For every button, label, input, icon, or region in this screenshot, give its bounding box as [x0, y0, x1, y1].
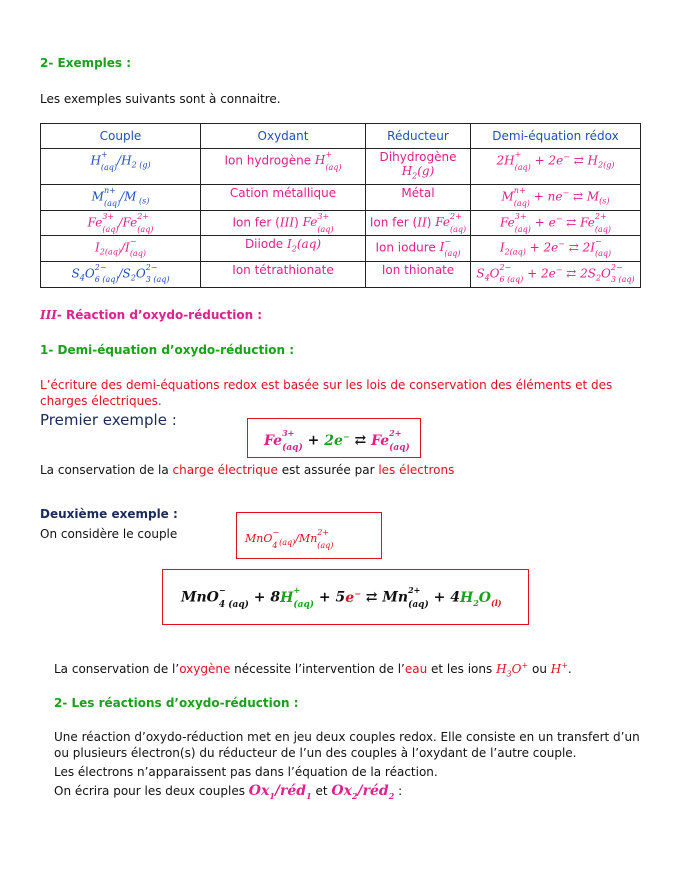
- two-couples-text: On écrira pour les deux couples $Ox_1/réd_1$ et $Ox_2/réd_2$ :: [54, 783, 403, 801]
- header-oxydant: Oxydant: [201, 124, 366, 149]
- half-equation-cell: $I_{2(aq)} + 2e^-$ ⇄ 2I− (aq): [471, 235, 641, 261]
- first-example-label: Premier exemple :: [40, 411, 177, 429]
- table-row: [41, 261, 641, 287]
- charge-conservation-text: La conservation de la charge électrique est assurée par les électrons: [40, 463, 455, 477]
- permanganate-couple: MnO− 4 $_{(aq)}/Mn^{2+}$ (aq): [245, 528, 334, 550]
- couple-cell: $S_4O^{2-}$ 6 $(aq)/S_2O^{2-}$ 3 (aq): [41, 261, 201, 287]
- iron-half-equation: $Fe^{3+}$ (aq) + 2e− ⇄ $Fe^{2+}$ (aq): [264, 428, 410, 453]
- couple-cell: H+ $(aq)/H_{2 (g)}$: [41, 149, 201, 185]
- oxygen-conservation-text: La conservation de l’oxygène nécessite l’intervention de l’eau et les ions $H_3O^+$ ou H+.: [54, 661, 572, 679]
- permanganate-couple-box: [236, 512, 382, 559]
- table-row: [41, 211, 641, 236]
- header-demi-equation: Demi-équation rédox: [471, 124, 641, 149]
- redox-couples-table: [40, 123, 641, 288]
- conservation-laws-text: L’écriture des demi-équations redox est basée sur les lois de conservation des éléments et des charges électriques.: [40, 378, 613, 408]
- examples-heading: 2- Exemples :: [40, 56, 132, 70]
- couple-cell: $Fe^{3+}$ $(aq)/Fe^{2+}$ (aq): [41, 211, 201, 236]
- section-III-heading: III- Réaction d’oxydo-réduction :: [40, 308, 263, 322]
- oxidant-cell: Ion tétrathionate: [201, 261, 366, 287]
- reducer-cell: Métal: [366, 185, 471, 211]
- electrons-absent-text: Les électrons n’apparaissent pas dans l’équation de la réaction.: [54, 765, 438, 779]
- redox-reaction-definition: Une réaction d’oxydo-réduction met en jeu deux couples redox. Elle consiste en un transfert d’un ou plusieurs électron(s) du réducteur de l’un des couples à l’oxydant de l’autre couple.: [54, 730, 640, 760]
- half-equation-heading: 1- Demi-équation d’oxydo-réduction :: [40, 343, 295, 357]
- couple-cell: $I_{2(aq)}/I^-$ (aq): [41, 235, 201, 261]
- permanganate-half-equation: MnO− 4 (aq) + 8H+ (aq) + 5e− ⇄ $Mn^{2+}$ $(aq) + 4H_2O_{(l)}$: [181, 585, 502, 610]
- table-row: [41, 235, 641, 261]
- oxidant-cell: Cation métallique: [201, 185, 366, 211]
- oxidant-cell: Ion hydrogène H+ (aq): [201, 149, 366, 185]
- table-header-row: [41, 124, 641, 149]
- half-equation-cell: $S_4O^{2-}$ 6 (aq) + 2e− ⇄ $2S_2O^{2-}$ 3 (aq): [471, 261, 641, 287]
- iron-half-equation-box: [247, 418, 421, 458]
- reducer-cell: Dihydrogène $H_2(g)$: [366, 149, 471, 185]
- examples-intro: Les exemples suivants sont à connaitre.: [40, 92, 281, 106]
- second-example-label: Deuxième exemple :: [40, 507, 178, 521]
- reducer-cell: Ion fer (II) $Fe^{2+}$ (aq): [366, 211, 471, 236]
- half-equation-cell: $Fe^{3+}$ (aq) + e− ⇄ $Fe^{2+}$ (aq): [471, 211, 641, 236]
- half-equation-cell: 2H+ (aq) + 2e− ⇄ $H_{2(g)}$: [471, 149, 641, 185]
- header-couple: Couple: [41, 124, 201, 149]
- couple-cell: $M^{n+}$ (aq)/M $_{(s)}$: [41, 185, 201, 211]
- table-row: [41, 185, 641, 211]
- permanganate-half-equation-box: [162, 569, 529, 625]
- half-equation-cell: $M^{n+}$ (aq) + ne− ⇄ $M_{(s)}$: [471, 185, 641, 211]
- redox-reactions-heading: 2- Les réactions d’oxydo-réduction :: [54, 696, 299, 710]
- oxidant-cell: Diiode $I_2(aq)$: [201, 235, 366, 261]
- header-reducteur: Réducteur: [366, 124, 471, 149]
- table-row: [41, 149, 641, 185]
- consider-couple-text: On considère le couple: [40, 527, 178, 541]
- reducer-cell: Ion thionate: [366, 261, 471, 287]
- reducer-cell: Ion iodure I− (aq): [366, 235, 471, 261]
- oxidant-cell: Ion fer (III) $Fe^{3+}$ (aq): [201, 211, 366, 236]
